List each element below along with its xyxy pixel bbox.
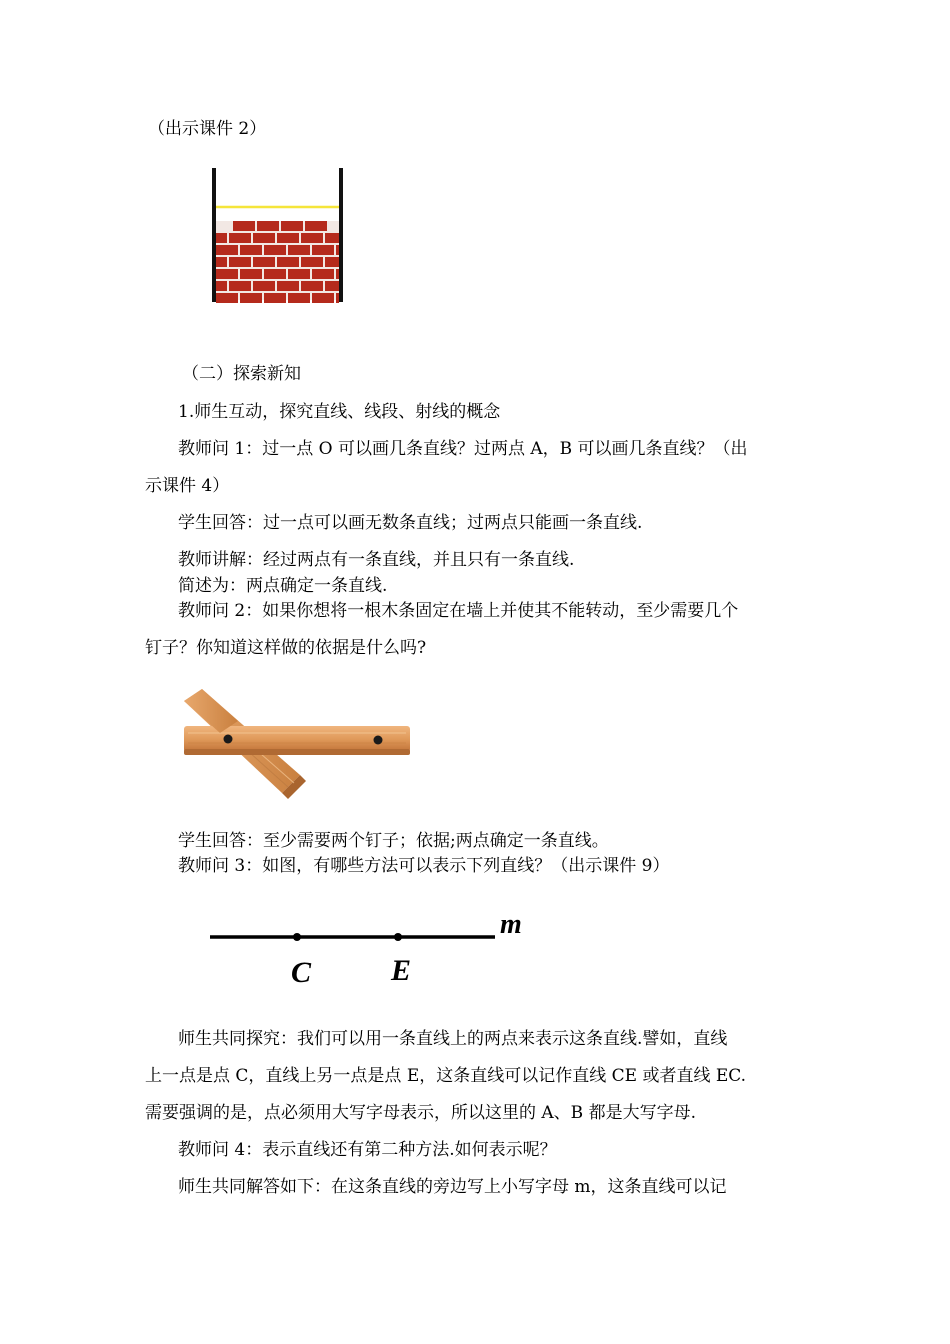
brick bbox=[216, 233, 227, 243]
brick bbox=[277, 257, 299, 267]
teacher-question-3: 教师问 3：如图，有哪些方法可以表示下列直线？（出示课件 9） bbox=[178, 856, 670, 876]
brick bbox=[264, 293, 286, 303]
point-c-dot bbox=[293, 933, 301, 941]
brick bbox=[336, 245, 339, 255]
brick bbox=[229, 257, 251, 267]
brick bbox=[325, 233, 339, 243]
brick bbox=[229, 233, 251, 243]
line-m-label: m bbox=[500, 909, 522, 940]
brick bbox=[216, 293, 238, 303]
brick bbox=[277, 281, 299, 291]
brick bbox=[301, 281, 323, 291]
left-post bbox=[212, 168, 216, 302]
brick bbox=[312, 269, 334, 279]
brick bbox=[253, 281, 275, 291]
wooden-sticks-figure bbox=[178, 683, 418, 803]
brick bbox=[325, 257, 339, 267]
teacher-question-4: 教师问 4：表示直线还有第二种方法.如何表示呢？ bbox=[178, 1140, 557, 1160]
brick bbox=[240, 245, 262, 255]
brick bbox=[240, 269, 262, 279]
brick bbox=[312, 293, 334, 303]
joint-exploration: 师生共同探究：我们可以用一条直线上的两点来表示这条直线.譬如，直线 bbox=[178, 1029, 728, 1049]
brick bbox=[216, 257, 227, 267]
brick bbox=[253, 257, 275, 267]
brick bbox=[264, 245, 286, 255]
subsection-heading: 1.师生互动，探究直线、线段、射线的概念 bbox=[178, 402, 501, 422]
brick bbox=[277, 233, 299, 243]
brick bbox=[312, 245, 334, 255]
brick bbox=[301, 257, 323, 267]
teacher-explain: 教师讲解：经过两点有一条直线，并且只有一条直线. bbox=[178, 550, 575, 570]
joint-exploration-cont-1: 上一点是点 C，直线上另一点是点 E，这条直线可以记作直线 CE 或者直线 EC. bbox=[145, 1066, 747, 1086]
brick bbox=[216, 245, 238, 255]
brick bbox=[264, 269, 286, 279]
brick bbox=[288, 293, 310, 303]
brick-rows bbox=[216, 221, 339, 303]
point-e-label: E bbox=[391, 954, 412, 987]
teacher-question-1-cont: 示课件 4） bbox=[145, 476, 230, 496]
point-c-label: C bbox=[291, 956, 312, 989]
brick bbox=[305, 221, 327, 231]
nail-hole-right bbox=[374, 736, 383, 745]
teacher-question-2-cont: 钉子？你知道这样做的依据是什么吗? bbox=[145, 638, 427, 658]
brick bbox=[325, 281, 339, 291]
line-figure bbox=[205, 905, 545, 995]
brick bbox=[257, 221, 279, 231]
brick bbox=[301, 233, 323, 243]
nail-hole-left bbox=[224, 735, 233, 744]
brick bbox=[216, 281, 227, 291]
right-post bbox=[339, 168, 343, 302]
brick bbox=[240, 293, 262, 303]
teacher-question-1: 教师问 1：过一点 O 可以画几条直线？过两点 A，B 可以画几条直线？（出 bbox=[178, 439, 748, 459]
student-answer-2: 学生回答：至少需要两个钉子；依据;两点确定一条直线。 bbox=[178, 831, 609, 851]
student-answer-1: 学生回答：过一点可以画无数条直线；过两点只能画一条直线. bbox=[178, 513, 643, 533]
brick bbox=[253, 233, 275, 243]
brick bbox=[336, 269, 339, 279]
brick bbox=[288, 269, 310, 279]
brick bbox=[281, 221, 303, 231]
brick-wall-figure bbox=[205, 163, 350, 308]
brick bbox=[233, 221, 255, 231]
joint-exploration-cont-2: 需要强调的是，点必须用大写字母表示，所以这里的 A、B 都是大写字母. bbox=[145, 1103, 696, 1123]
brick bbox=[229, 281, 251, 291]
caption-courseware-2: （出示课件 2） bbox=[148, 119, 267, 139]
brick bbox=[336, 293, 339, 303]
brick bbox=[288, 245, 310, 255]
teacher-question-2: 教师问 2：如果你想将一根木条固定在墙上并使其不能转动，至少需要几个 bbox=[178, 601, 739, 621]
brick bbox=[216, 269, 238, 279]
joint-answer: 师生共同解答如下：在这条直线的旁边写上小写字母 m，这条直线可以记 bbox=[178, 1177, 727, 1197]
summary-text: 简述为：两点确定一条直线. bbox=[178, 576, 388, 596]
section-heading: （二）探索新知 bbox=[182, 364, 301, 384]
point-e-dot bbox=[394, 933, 402, 941]
